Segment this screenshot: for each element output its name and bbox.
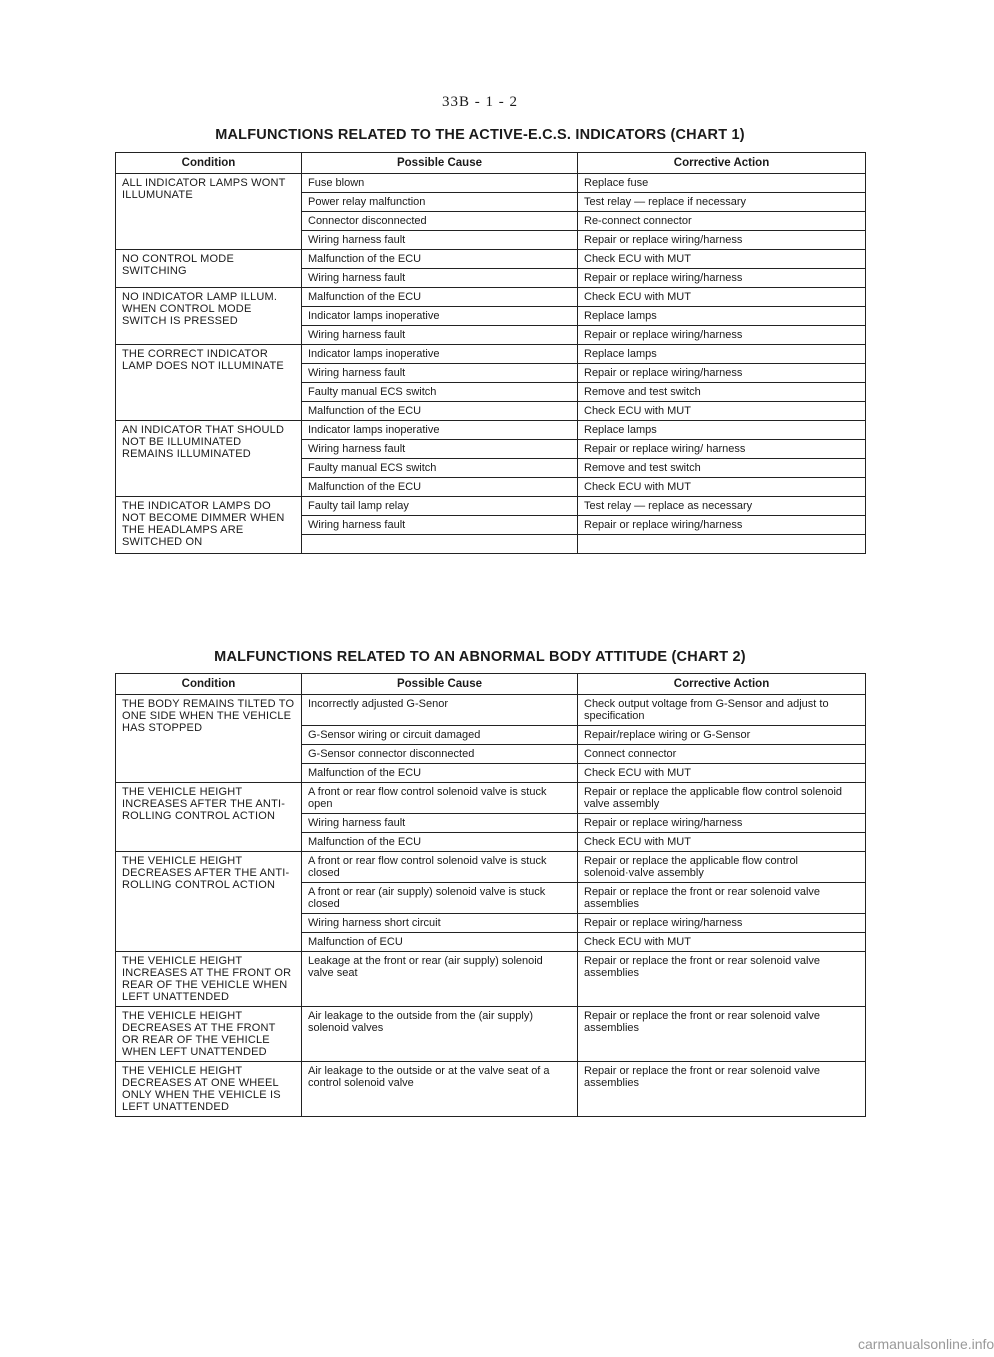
condition-cell: THE VEHICLE HEIGHT DECREASES AT ONE WHEEL ONLY WHEN THE VEHICLE IS LEFT UNATTENDED (116, 1062, 302, 1117)
action-cell: Repair or replace the front or rear solenoid valve assemblies (578, 1007, 866, 1062)
cause-cell: Power relay malfunction (302, 193, 578, 212)
action-cell: Check ECU with MUT (578, 933, 866, 952)
condition-cell: THE VEHICLE HEIGHT DECREASES AT THE FRONT OR REAR OF THE VEHICLE WHEN LEFT UNATTENDED (116, 1007, 302, 1062)
cause-cell: Wiring harness fault (302, 440, 578, 459)
cause-cell: Malfunction of ECU (302, 933, 578, 952)
chart2-body (116, 695, 866, 1117)
condition-cell: THE VEHICLE HEIGHT INCREASES AT THE FRONT OR REAR OF THE VEHICLE WHEN LEFT UNATTENDED (116, 952, 302, 1007)
condition-cell: NO CONTROL MODE SWITCHING (116, 250, 302, 288)
action-cell: Repair or replace wiring/harness (578, 914, 866, 933)
action-cell: Remove and test switch (578, 459, 866, 478)
action-cell: Check ECU with MUT (578, 478, 866, 497)
action-cell: Repair or replace wiring/harness (578, 516, 866, 535)
chart2-table (115, 673, 866, 1117)
cause-cell: Faulty tail lamp relay (302, 497, 578, 516)
chart2-title: MALFUNCTIONS RELATED TO AN ABNORMAL BODY ATTITUDE (CHART 2) (214, 649, 746, 665)
table-row (116, 288, 866, 307)
action-cell: Check output voltage from G-Sensor and adjust to specification (578, 695, 866, 726)
cause-cell: Incorrectly adjusted G-Senor (302, 695, 578, 726)
condition-cell: THE VEHICLE HEIGHT INCREASES AFTER THE ANTI-ROLLING CONTROL ACTION (116, 783, 302, 852)
table-row (116, 1062, 866, 1117)
page-number: 33B - 1 - 2 (442, 94, 518, 110)
table-row (116, 497, 866, 516)
condition-cell: AN INDICATOR THAT SHOULD NOT BE ILLUMINATED REMAINS ILLUMINATED (116, 421, 302, 497)
chart2-header-row (116, 674, 866, 695)
action-cell: Repair/replace wiring or G-Sensor (578, 726, 866, 745)
cause-cell: Air leakage to the outside from the (air supply) solenoid valves (302, 1007, 578, 1062)
table-row (116, 174, 866, 193)
action-cell: Replace lamps (578, 307, 866, 326)
action-cell: Repair or replace the front or rear solenoid valve assemblies (578, 883, 866, 914)
table-row (116, 952, 866, 1007)
action-cell: Repair or replace the front or rear solenoid valve assemblies (578, 1062, 866, 1117)
cause-cell: Wiring harness fault (302, 231, 578, 250)
cause-cell: Malfunction of the ECU (302, 764, 578, 783)
cause-cell: Malfunction of the ECU (302, 402, 578, 421)
header-condition: Condition (116, 674, 302, 695)
cause-cell: Indicator lamps inoperative (302, 421, 578, 440)
action-cell: Repair or replace the applicable flow control solenoid·valve assembly (578, 852, 866, 883)
header-condition: Condition (116, 153, 302, 174)
action-cell: Remove and test switch (578, 383, 866, 402)
cause-cell: Faulty manual ECS switch (302, 383, 578, 402)
chart1-body (116, 174, 866, 554)
condition-cell: THE CORRECT INDICATOR LAMP DOES NOT ILLUMINATE (116, 345, 302, 421)
table-row (116, 421, 866, 440)
cause-cell: A front or rear flow control solenoid valve is stuck closed (302, 852, 578, 883)
action-cell: Re-connect connector (578, 212, 866, 231)
action-cell: Connect connector (578, 745, 866, 764)
action-cell: Test relay — replace if necessary (578, 193, 866, 212)
condition-cell: THE INDICATOR LAMPS DO NOT BECOME DIMMER WHEN THE HEADLAMPS ARE SWITCHED ON (116, 497, 302, 554)
header-possible-cause: Possible Cause (302, 153, 578, 174)
header-corrective-action: Corrective Action (578, 153, 866, 174)
action-cell: Repair or replace wiring/harness (578, 364, 866, 383)
cause-cell: Leakage at the front or rear (air supply) solenoid valve seat (302, 952, 578, 1007)
action-cell: Repair or replace the front or rear solenoid valve assemblies (578, 952, 866, 1007)
condition-cell: THE BODY REMAINS TILTED TO ONE SIDE WHEN THE VEHICLE HAS STOPPED (116, 695, 302, 783)
action-cell: Check ECU with MUT (578, 250, 866, 269)
cause-cell: Malfunction of the ECU (302, 833, 578, 852)
cause-cell: A front or rear flow control solenoid valve is stuck open (302, 783, 578, 814)
table-row (116, 783, 866, 814)
table-row (116, 695, 866, 726)
action-cell: Check ECU with MUT (578, 764, 866, 783)
cause-cell: Wiring harness fault (302, 364, 578, 383)
action-cell (578, 535, 866, 554)
cause-cell: Malfunction of the ECU (302, 288, 578, 307)
cause-cell: Wiring harness fault (302, 269, 578, 288)
cause-cell: Indicator lamps inoperative (302, 307, 578, 326)
action-cell: Repair or replace wiring/harness (578, 231, 866, 250)
chart1-header-row (116, 153, 866, 174)
action-cell: Check ECU with MUT (578, 288, 866, 307)
table-row (116, 345, 866, 364)
condition-cell: NO INDICATOR LAMP ILLUM. WHEN CONTROL MODE SWITCH IS PRESSED (116, 288, 302, 345)
cause-cell: Malfunction of the ECU (302, 250, 578, 269)
action-cell: Check ECU with MUT (578, 833, 866, 852)
chart1-title: MALFUNCTIONS RELATED TO THE ACTIVE-E.C.S. INDICATORS (CHART 1) (215, 127, 745, 143)
cause-cell: Connector disconnected (302, 212, 578, 231)
action-cell: Repair or replace the applicable flow control solenoid valve assembly (578, 783, 866, 814)
table-row (116, 1007, 866, 1062)
action-cell: Replace fuse (578, 174, 866, 193)
condition-cell: ALL INDICATOR LAMPS WONT ILLUMUNATE (116, 174, 302, 250)
action-cell: Replace lamps (578, 421, 866, 440)
table-row (116, 250, 866, 269)
action-cell: Repair or replace wiring/harness (578, 269, 866, 288)
action-cell: Repair or replace wiring/harness (578, 814, 866, 833)
cause-cell: Malfunction of the ECU (302, 478, 578, 497)
action-cell: Test relay — replace as necessary (578, 497, 866, 516)
action-cell: Repair or replace wiring/ harness (578, 440, 866, 459)
action-cell: Repair or replace wiring/harness (578, 326, 866, 345)
table-row (116, 852, 866, 883)
cause-cell: Wiring harness fault (302, 516, 578, 535)
action-cell: Replace lamps (578, 345, 866, 364)
cause-cell (302, 535, 578, 554)
cause-cell: Indicator lamps inoperative (302, 345, 578, 364)
cause-cell: Fuse blown (302, 174, 578, 193)
cause-cell: G-Sensor connector disconnected (302, 745, 578, 764)
cause-cell: Wiring harness short circuit (302, 914, 578, 933)
cause-cell: Wiring harness fault (302, 814, 578, 833)
chart1-table (115, 152, 866, 554)
cause-cell: A front or rear (air supply) solenoid valve is stuck closed (302, 883, 578, 914)
header-corrective-action: Corrective Action (578, 674, 866, 695)
header-possible-cause: Possible Cause (302, 674, 578, 695)
cause-cell: Faulty manual ECS switch (302, 459, 578, 478)
condition-cell: THE VEHICLE HEIGHT DECREASES AFTER THE ANTI-ROLLING CONTROL ACTION (116, 852, 302, 952)
watermark: carmanualsonline.info (858, 1336, 994, 1352)
action-cell: Check ECU with MUT (578, 402, 866, 421)
cause-cell: Air leakage to the outside or at the valve seat of a control solenoid valve (302, 1062, 578, 1117)
cause-cell: Wiring harness fault (302, 326, 578, 345)
cause-cell: G-Sensor wiring or circuit damaged (302, 726, 578, 745)
